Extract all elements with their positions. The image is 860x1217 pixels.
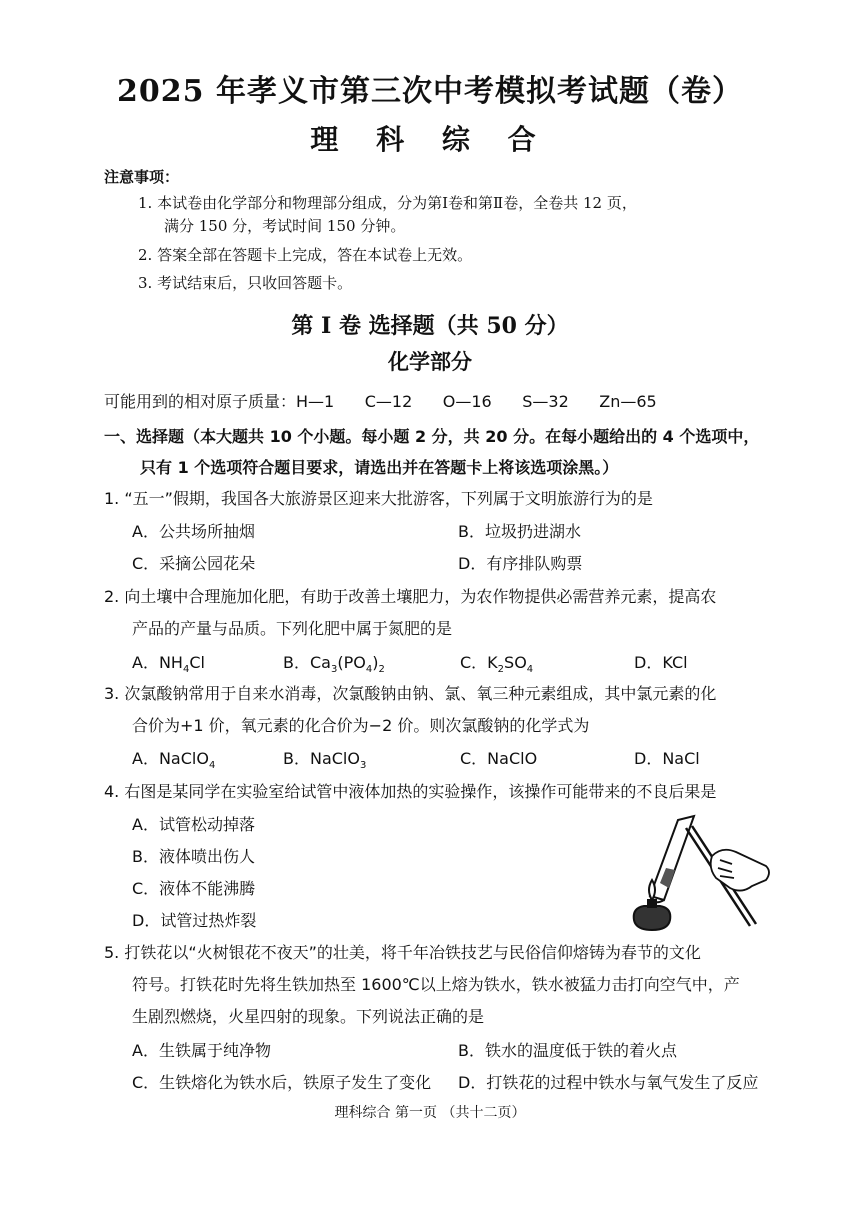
part-title: 化学部分	[388, 349, 472, 374]
hand-icon	[711, 850, 769, 891]
question-1-option-b: B．垃圾扔进湖水	[458, 522, 581, 541]
question-3-stem-line-2: 合价为+1 价，氧元素的化合价为−2 价。则次氯酸钠的化学式为	[132, 716, 590, 735]
notice-item-1-cont: 满分 150 分，考试时间 150 分钟。	[164, 217, 406, 235]
instructions-line-1: 一、选择题（本大题共 10 个小题。每小题 2 分，共 20 分。在每小题给出的 4 个选项中，	[104, 427, 760, 446]
question-5-stem-line-3: 生剧烈燃烧，火星四射的现象。下列说法正确的是	[132, 1007, 485, 1026]
notice-item-2: 2. 答案全部在答题卡上完成，答在本试卷上无效。	[138, 246, 473, 264]
question-4-option-d: D．试管过热炸裂	[132, 911, 257, 930]
question-5-stem-line-1: 5. 打铁花以“火树银花不夜天”的壮美，将千年冶铁技艺与民俗信仰熔铸为春节的文化	[104, 943, 701, 962]
question-3-option-a: A．NaClO$_4$	[132, 749, 216, 772]
exam-title: 2025 年孝义市第三次中考模拟考试题（卷）	[117, 74, 743, 109]
question-4-option-b: B．液体喷出伤人	[132, 847, 255, 866]
question-5-option-b: B．铁水的温度低于铁的着火点	[458, 1041, 677, 1060]
notice-item-3: 3. 考试结束后，只收回答题卡。	[138, 274, 353, 292]
question-2-option-a: A．$NH_4Cl$	[132, 653, 205, 676]
question-5-option-a: A．生铁属于纯净物	[132, 1041, 271, 1060]
question-2-option-c: C．$K_2SO_4$	[460, 653, 534, 676]
question-1-option-c: C．采摘公园花朵	[132, 554, 256, 573]
question-4-option-c: C．液体不能沸腾	[132, 879, 256, 898]
instructions-line-2: 只有 1 个选项符合题目要求，请选出并在答题卡上将该选项涂黑。）	[140, 458, 619, 477]
question-2-stem-line-1: 2. 向土壤中合理施加化肥，有助于改善土壤肥力，为农作物提供必需营养元素，提高农	[104, 587, 717, 606]
atomic-masses: 可能用到的相对原子质量：H—1 C—12 O—16 S—32 Zn—65	[104, 392, 657, 411]
notice-item-1: 1. 本试卷由化学部分和物理部分组成，分为第Ⅰ卷和第Ⅱ卷，全卷共 12 页，	[138, 194, 637, 212]
question-3-option-c: C．NaClO	[460, 749, 538, 768]
question-2-option-b: B．$Ca_3(PO_4)_2$	[283, 653, 385, 676]
question-4-option-a: A．试管松动掉落	[132, 815, 255, 834]
test-tube-heating-illustration	[620, 808, 780, 933]
question-4-stem: 4. 右图是某同学在实验室给试管中液体加热的实验操作，该操作可能带来的不良后果是	[104, 782, 717, 801]
exam-subtitle: 理 科 综 合	[310, 123, 550, 156]
question-1-stem: 1. “五一”假期，我国各大旅游景区迎来大批游客，下列属于文明旅游行为的是	[104, 489, 653, 508]
question-3-option-d: D．NaCl	[634, 749, 700, 768]
page-footer: 理科综合 第一页 （共十二页）	[334, 1105, 526, 1121]
question-3-option-b: B．NaClO$_3$	[283, 749, 367, 772]
question-2-stem-line-2: 产品的产量与品质。下列化肥中属于氮肥的是	[132, 619, 453, 638]
notice-heading: 注意事项：	[104, 168, 180, 186]
question-5-option-c: C．生铁熔化为铁水后，铁原子发生了变化	[132, 1073, 432, 1092]
question-1-option-d: D．有序排队购票	[458, 554, 583, 573]
question-2-option-d: D．KCl	[634, 653, 688, 672]
question-1-option-a: A．公共场所抽烟	[132, 522, 255, 541]
question-3-stem-line-1: 3. 次氯酸钠常用于自来水消毒，次氯酸钠由钠、氯、氧三种元素组成，其中氯元素的化	[104, 684, 717, 703]
section-title: 第 I 卷 选择题（共 50 分）	[291, 313, 569, 339]
question-5-stem-line-2: 符号。打铁花时先将生铁加热至 1600℃以上熔为铁水，铁水被猛力击打向空气中，产	[132, 975, 740, 994]
question-5-option-d: D．打铁花的过程中铁水与氧气发生了反应	[458, 1073, 759, 1092]
